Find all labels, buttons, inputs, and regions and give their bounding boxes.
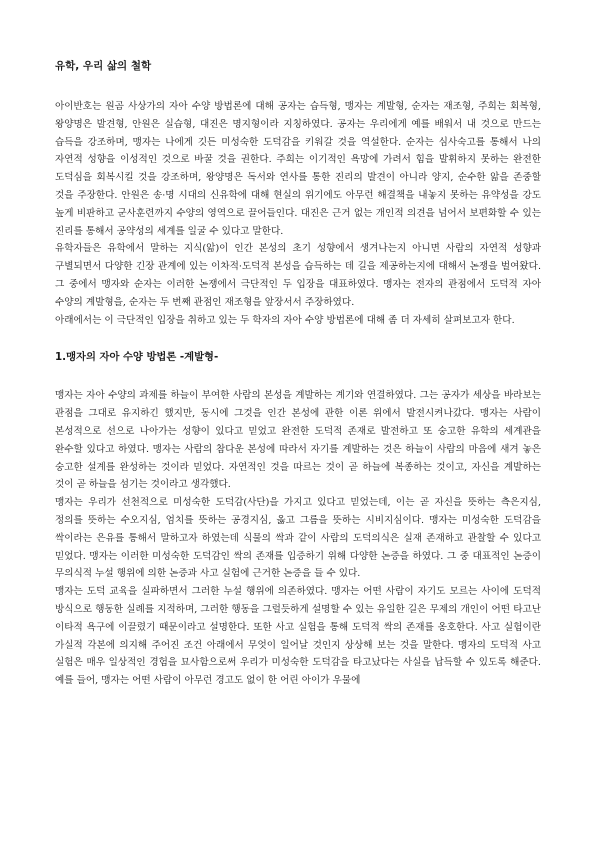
section-heading: 1.맹자의 자아 수양 방법론 -계발형- (55, 351, 219, 364)
section-paragraph: 맹자는 우리가 선천적으로 미성숙한 도덕감(사단)을 가지고 있다고 믿었는데, 이는 곧 자신을 뜻하는 측은지심, 정의를 뜻하는 수오지심, 엄치를 뜻하는 공경지심, 옳고 그름을 뜻하는 시비지심이다. 맹자는 미성숙한 도덕감을 싹이라는 은유를 통해서 말하고자 하였는데 식물의 싹과 같이 사람의 도덕의식은 실재 존재하고 관찰할 수 있다고 믿었다. 맹자는 이러한 미성숙한 도덕감인 싹의 존재를 입증하기 위해 다양한 논증을 하였다. 그 중 대표적인 논증이 무의식적 누설 행위에 의한 논증과 사고 실험에 근거한 논증을 들 수 있다. (55, 497, 541, 580)
section-paragraph: 맹자는 자아 수양의 과제를 하늘이 부여한 사람의 본성을 계발하는 계기와 연결하였다. 그는 공자가 세상을 바라보는 관점을 그대로 유지하긴 했지만, 동시에 그것을 인간 본성에 관한 이론 위에서 발전시켜나갔다. 맹자는 사람이 본성적으로 선으로 나아가는 성향이 있다고 믿었고 완전한 도덕적 존재로 발전하고 또 숭고한 유학의 세계관을 완수할 있다고 하였다. 맹자는 사람의 참다운 본성에 따라서 자기를 계발하는 것은 하늘이 사람의 마음에 새겨 놓은 숭고한 설계를 완성하는 것이라 믿었다. 자연적인 것을 따르는 것이 곧 하늘에 복종하는 것이고, 자신을 계발하는 것이 곧 하늘을 섬기는 것이라고 생각했다. (55, 390, 541, 491)
intro-paragraph: 아래에서는 이 극단적인 입장을 취하고 있는 두 학자의 자아 수양 방법론에 대해 좀 더 자세히 살펴보고자 한다. (55, 314, 515, 326)
document-page (55, 58, 541, 690)
intro-paragraph: 아이반호는 원곰 사상가의 자아 수양 방법론에 대해 공자는 습득형, 맹자는 계발형, 순자는 재조형, 주희는 회복형, 왕양명은 발견형, 안원은 실습형, 대진은 명지형이라 지칭하였다. 공자는 우리에게 예를 배워서 내 것으로 만드는 습득을 강조하며, 맹자는 나에게 깃든 미성숙한 도덕감을 키워갈 것을 역설한다. 순자는 심사숙고를 통해서 나의 자연적 성향을 이성적인 것으로 바꿀 것을 권한다. 주희는 이기적인 욕망에 가려서 힘을 발휘하지 못하는 완전한 도덕심을 회복시킬 것을 강조하며, 왕양명은 독서와 연사를 통한 진리의 발견이 아니라 양지, 순수한 앎을 존중할 것을 주장한다. 안원은 송·명 시대의 신유학에 대해 현실의 위기에도 아무런 해결책을 내놓지 못하는 유약성을 강도 높게 비판하고 군사훈련까지 수양의 영역으로 끌어들인다. 대진은 근거 없는 개인적 의견을 넘어서 보편화할 수 있는 진리를 통해서 공약성의 세계를 일굴 수 있다고 말한다. (55, 101, 541, 237)
intro-paragraph: 유학자들은 유학에서 말하는 지식(앎)이 인간 본성의 초기 성향에서 생겨나는지 아니면 사람의 자연적 성향과 구별되면서 다양한 긴장 관계에 있는 이차적·도덕적 본성을 습득하는 데 길을 제공하는지에 대해서 논쟁을 벌여왔다. 그 중에서 맹자와 순자는 이러한 논쟁에서 극단적인 두 입장을 대표하였다. 맹자는 전자의 관점에서 도덕적 자아 수양의 계발형을, 순자는 두 번째 관점인 재조형을 앞장서서 주장하였다. (55, 243, 541, 308)
document-title: 유학, 우리 삶의 철학 (55, 60, 152, 72)
section-paragraph: 맹자는 도덕 교육을 실파하면서 그러한 누설 행위에 의존하였다. 맹자는 어떤 사람이 자기도 모르는 사이에 도덕적 방식으로 행동한 실례를 지적하며, 그러한 행동을 그럴듯하게 설명할 수 있는 유일한 길은 무제의 개인이 어떤 타고난 이타적 욕구에 이끌렸기 때문이라고 설명한다. 또한 사고 실험을 통해 도덕적 싹의 존재를 옹호한다. 사고 실험이란 가실적 각본에 의지해 주어진 조건 아래에서 무엇이 일어날 것인지 상상해 보는 것을 말한다. 맹자의 도덕적 사고 실험은 매우 일상적인 경험을 묘사함으로써 우리가 미성숙한 도덕감을 타고났다는 사실을 납득할 수 있도록 해준다. 예를 들어, 맹자는 어떤 사람이 아무런 경고도 없이 한 어린 아이가 우물에 (55, 586, 541, 687)
